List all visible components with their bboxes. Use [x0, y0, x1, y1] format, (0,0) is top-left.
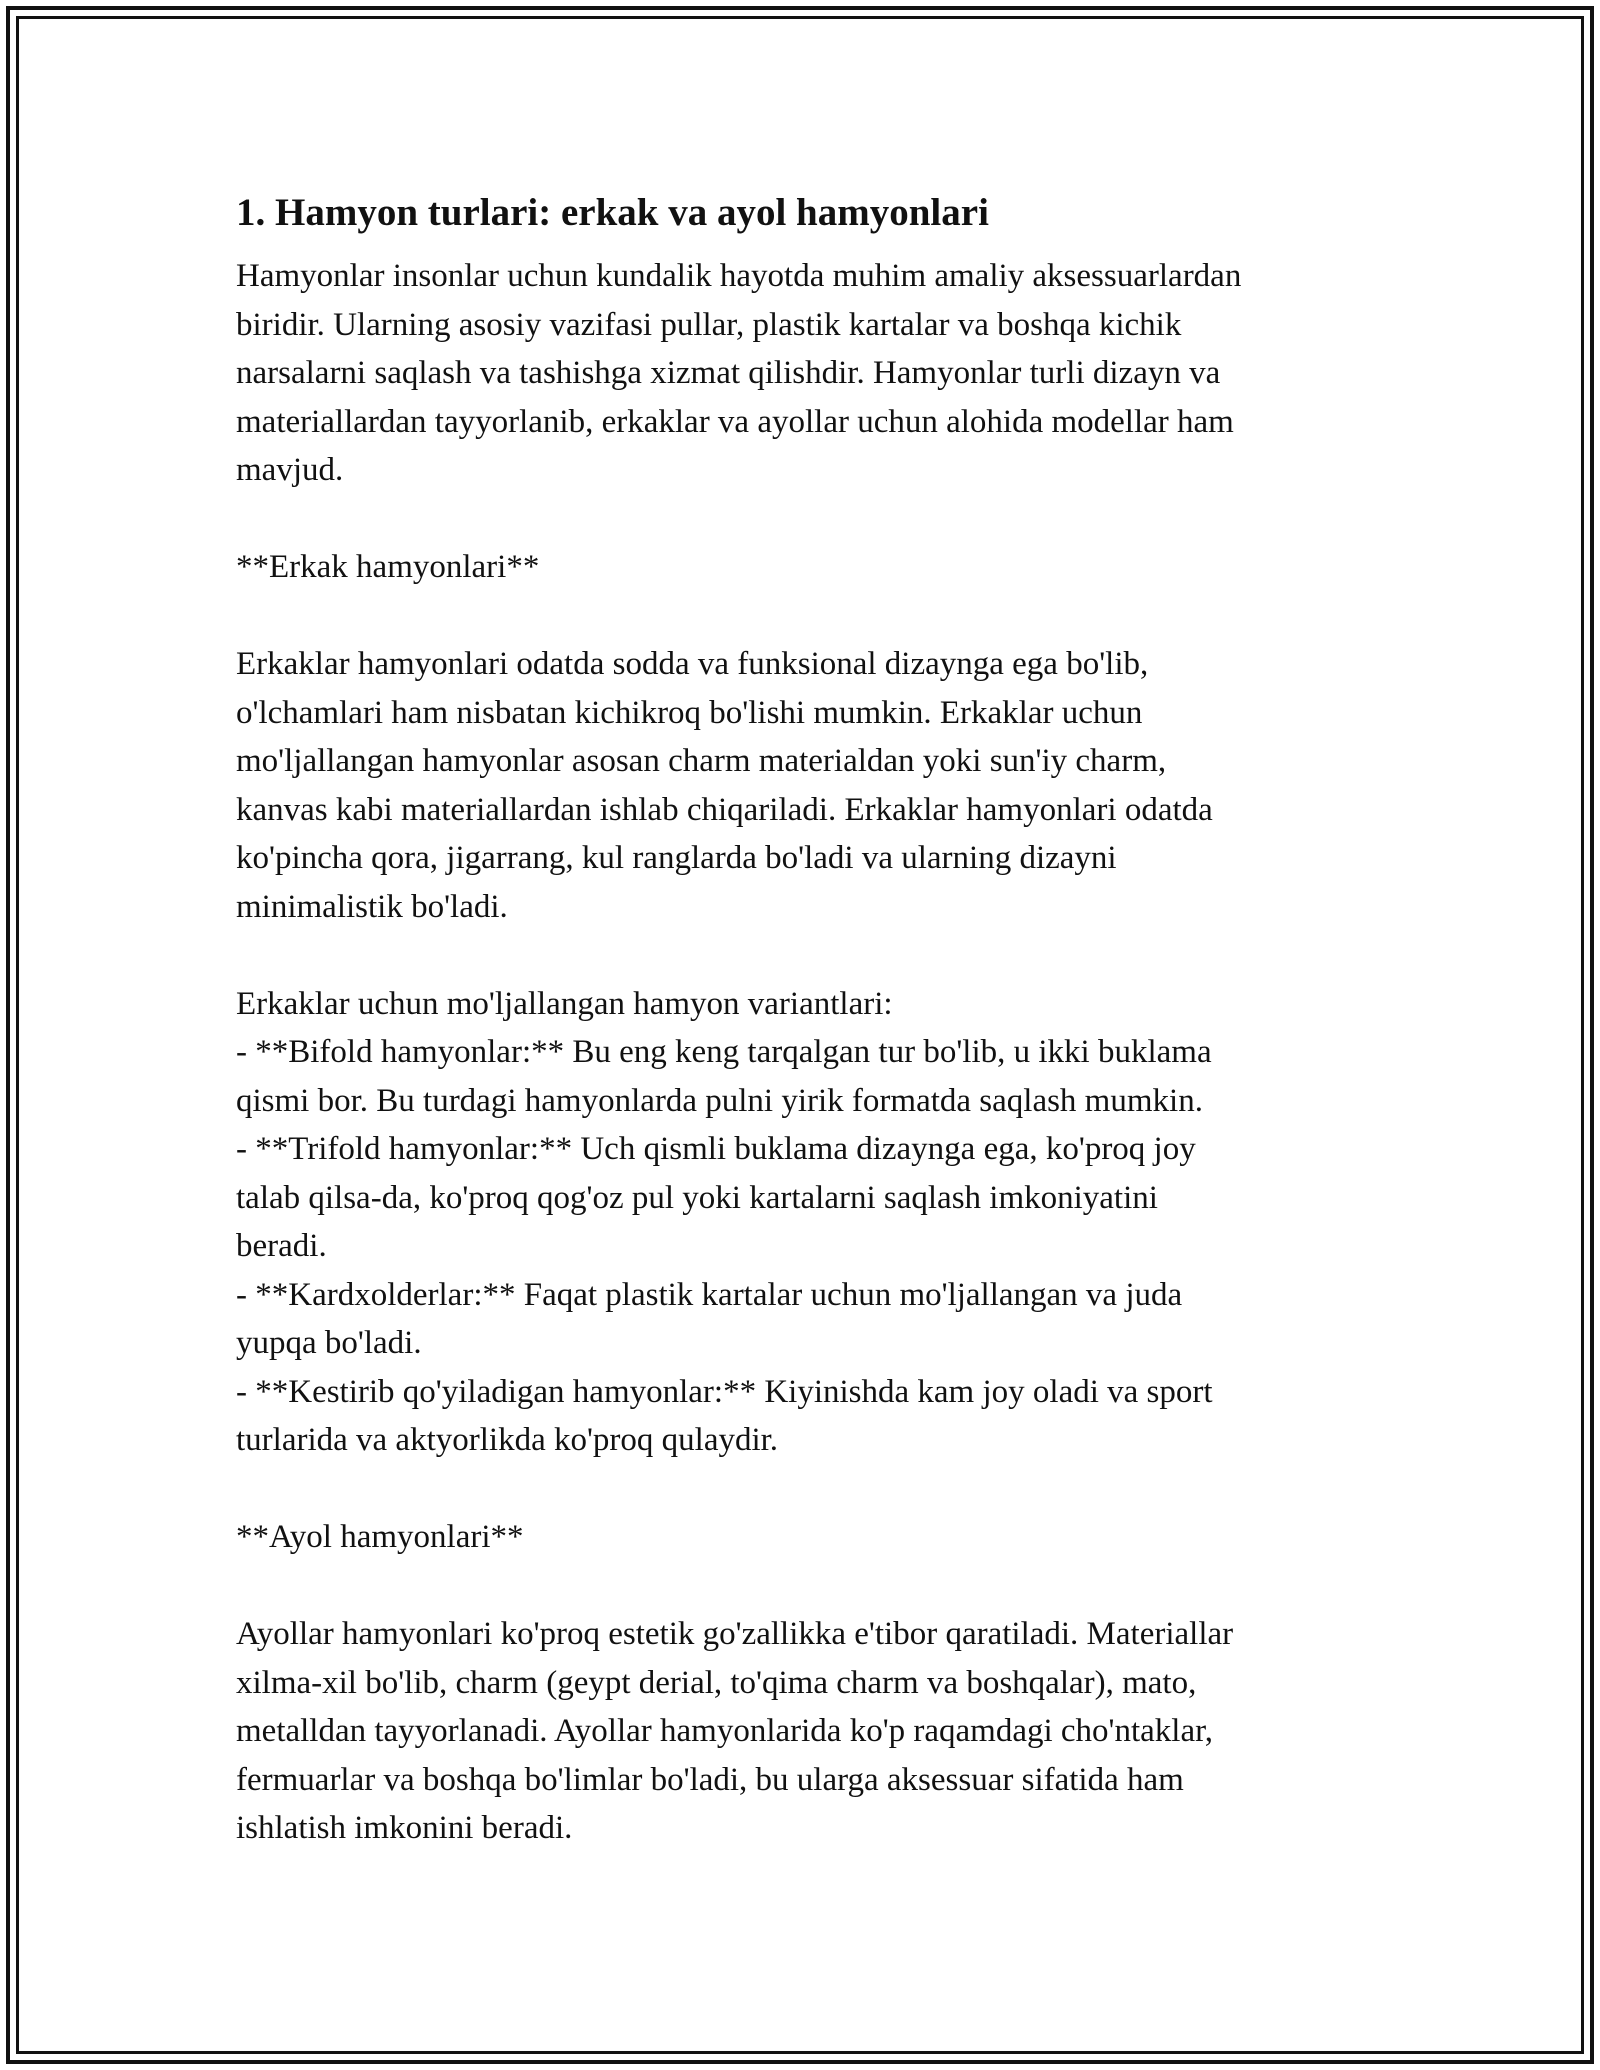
- text-line: mavjud.: [236, 452, 344, 488]
- list-item-continuation: yupqa bo'ladi.: [236, 1325, 422, 1361]
- text-line: biridir. Ularning asosiy vazifasi pullar, plastik kartalar va boshqa kichik: [236, 306, 1182, 343]
- list-item-continuation: talab qilsa-da, ko'proq qog'oz pul yoki kartalarni saqlash imkoniyatini: [236, 1179, 1158, 1216]
- text-line: Ayollar hamyonlari ko'proq estetik go'zallikka e'tibor qaratiladi. Materiallar: [236, 1616, 1234, 1652]
- list-item: - **Kestirib qo'yiladigan hamyonlar:** Kiyinishda kam joy oladi va sport: [236, 1373, 1213, 1410]
- text-line: kanvas kabi materiallardan ishlab chiqariladi. Erkaklar hamyonlari odatda: [236, 791, 1213, 828]
- list-item-continuation: qismi bor. Bu turdagi hamyonlarda pulni yirik formatda saqlash mumkin.: [236, 1082, 1203, 1119]
- women-subheading: **Ayol hamyonlari**: [236, 1519, 524, 1555]
- text-line: xilma-xil bo'lib, charm (geypt derial, to'qima charm va boshqalar), mato,: [236, 1664, 1197, 1701]
- text-line: narsalarni saqlash va tashishga xizmat qilishdir. Hamyonlar turli dizayn va: [236, 355, 1221, 391]
- text-line: fermuarlar va boshqa bo'limlar bo'ladi, bu ularga aksessuar sifatida ham: [236, 1761, 1184, 1798]
- list-item: - **Kardxolderlar:** Faqat plastik kartalar uchun mo'ljallangan va juda: [236, 1276, 1183, 1313]
- text-line: o'lchamlari ham nisbatan kichikroq bo'lishi mumkin. Erkaklar uchun: [236, 694, 1143, 731]
- list-item: - **Bifold hamyonlar:** Bu eng keng tarqalgan tur bo'lib, u ikki buklama: [236, 1034, 1212, 1070]
- variants-intro: Erkaklar uchun mo'ljallangan hamyon variantlari:: [236, 985, 893, 1022]
- text-line: ishlatish imkonini beradi.: [236, 1810, 573, 1846]
- document-body: [236, 186, 1366, 1853]
- list-item-continuation: beradi.: [236, 1228, 327, 1264]
- intro-paragraph: [236, 252, 1366, 1853]
- text-line: Erkaklar hamyonlari odatda sodda va funksional dizaynga ega bo'lib,: [236, 646, 1149, 682]
- text-line: Hamyonlar insonlar uchun kundalik hayotda muhim amaliy aksessuarlardan: [236, 258, 1242, 294]
- list-item-continuation: turlarida va aktyorlikda ko'proq qulaydir.: [236, 1422, 779, 1458]
- text-line: metalldan tayyorlanadi. Ayollar hamyonlarida ko'p raqamdagi cho'ntaklar,: [236, 1713, 1214, 1749]
- text-line: minimalistik bo'ladi.: [236, 888, 508, 925]
- men-subheading: **Erkak hamyonlari**: [236, 549, 540, 585]
- text-line: materiallardan tayyorlanib, erkaklar va ayollar uchun alohida modellar ham: [236, 403, 1234, 440]
- list-item: - **Trifold hamyonlar:** Uch qismli buklama dizaynga ega, ko'proq joy: [236, 1131, 1196, 1167]
- text-line: mo'ljallangan hamyonlar asosan charm materialdan yoki sun'iy charm,: [236, 743, 1167, 779]
- text-line: ko'pincha qora, jigarrang, kul ranglarda bo'ladi va ularning dizayni: [236, 840, 1117, 876]
- section-heading: 1. Hamyon turlari: erkak va ayol hamyonlari: [236, 191, 989, 234]
